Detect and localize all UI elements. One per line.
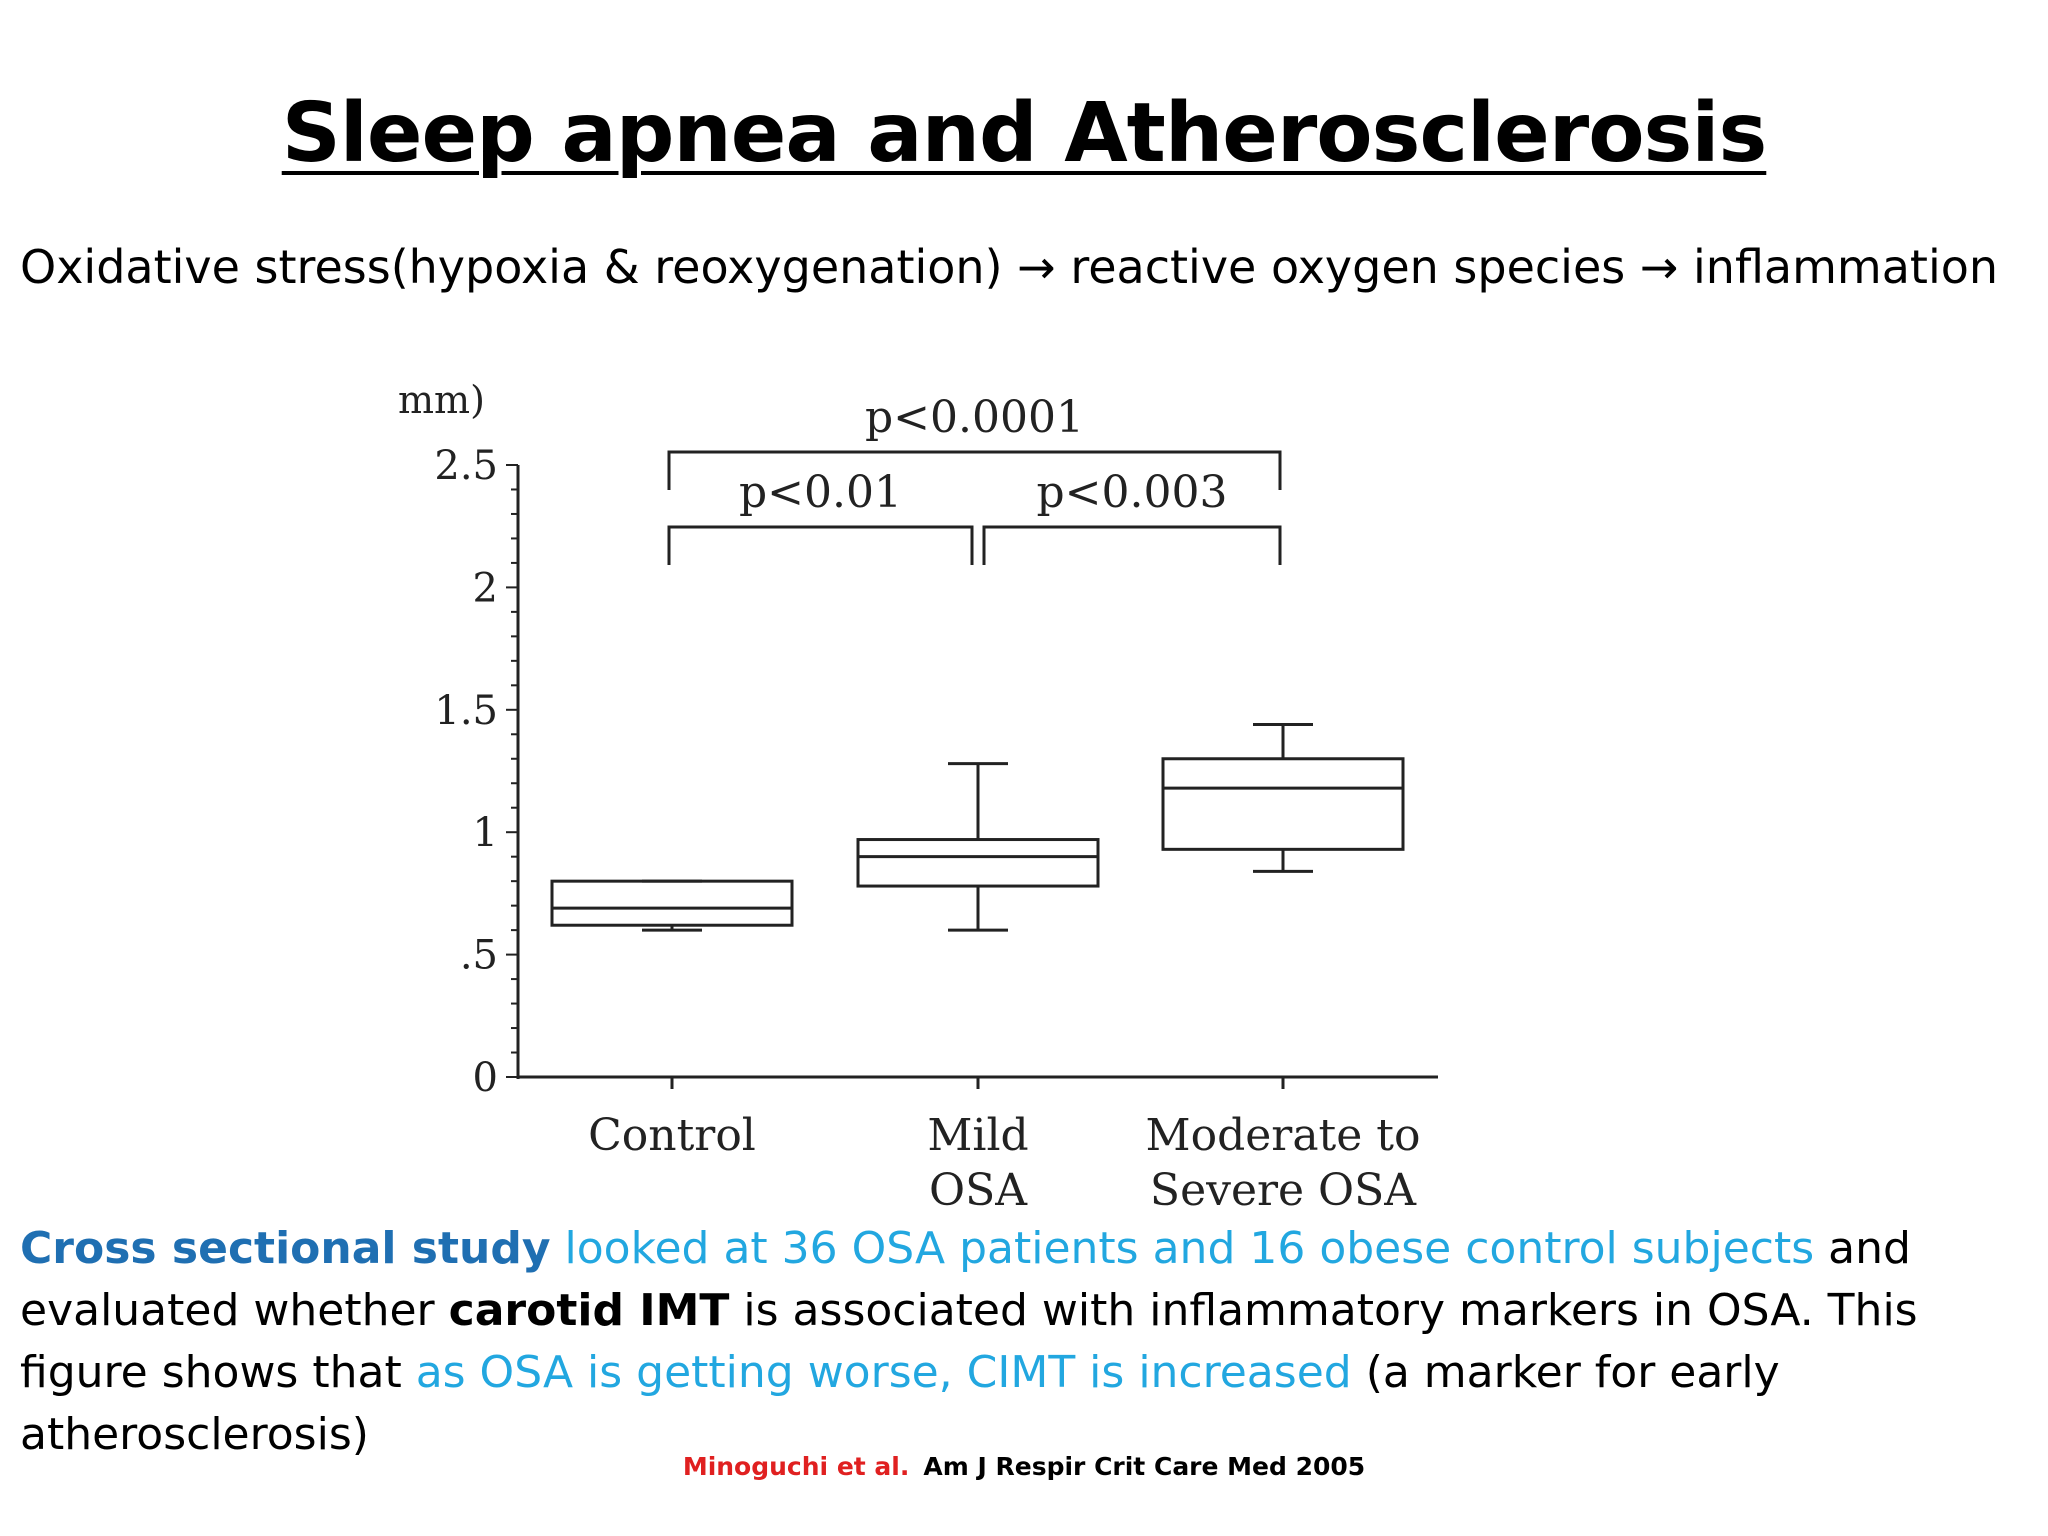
- x-category-label: Mild: [927, 1110, 1029, 1161]
- caption-carotid-imt: carotid IMT: [448, 1285, 730, 1336]
- citation-journal: Am J Respir Crit Care Med 2005: [923, 1452, 1366, 1481]
- box: [552, 881, 792, 925]
- y-tick-label: 1.5: [434, 687, 498, 734]
- y-axis-label: mm): [398, 378, 485, 422]
- caption-finding: as OSA is getting worse, CIMT is increased: [415, 1347, 1352, 1398]
- y-tick-label: 2.5: [434, 443, 498, 489]
- caption-subjects: looked at 36 OSA patients and 16 obese control subjects: [550, 1223, 1815, 1274]
- x-category-label: Control: [588, 1110, 756, 1161]
- x-category-label: OSA: [929, 1165, 1027, 1216]
- p-value-label: p<0.003: [1036, 467, 1228, 518]
- y-tick-label: 2: [472, 565, 498, 612]
- caption-study-type: Cross sectional study: [20, 1223, 551, 1274]
- boxplot-chart: [370, 370, 1470, 1220]
- caption-text: and evaluated whether: [20, 1223, 1911, 1336]
- citation: [0, 1452, 2048, 1481]
- caption-text: is associated with inflammatory markers in OSA. This figure shows that: [20, 1285, 1918, 1398]
- significance-bracket: [984, 527, 1280, 565]
- slide-title: Sleep apnea and Atherosclerosis: [281, 86, 1767, 181]
- y-tick-label: 0: [472, 1055, 498, 1101]
- significance-bracket: [669, 527, 972, 565]
- box: [1163, 759, 1403, 850]
- box: [858, 840, 1098, 887]
- slide-subtitle: Oxidative stress(hypoxia & reoxygenation) → reactive oxygen species → inflammation: [20, 240, 1999, 294]
- caption: [20, 1218, 2030, 1466]
- citation-authors: Minoguchi et al.: [682, 1452, 910, 1481]
- p-value-label: p<0.0001: [865, 392, 1084, 443]
- y-tick-label: 1: [472, 810, 498, 857]
- caption-text: (a marker for early atherosclerosis): [20, 1347, 1780, 1460]
- y-tick-label: .5: [459, 932, 498, 979]
- x-category-label: Severe OSA: [1149, 1165, 1417, 1216]
- p-value-label: p<0.01: [738, 467, 903, 518]
- x-category-label: Moderate to: [1145, 1110, 1421, 1161]
